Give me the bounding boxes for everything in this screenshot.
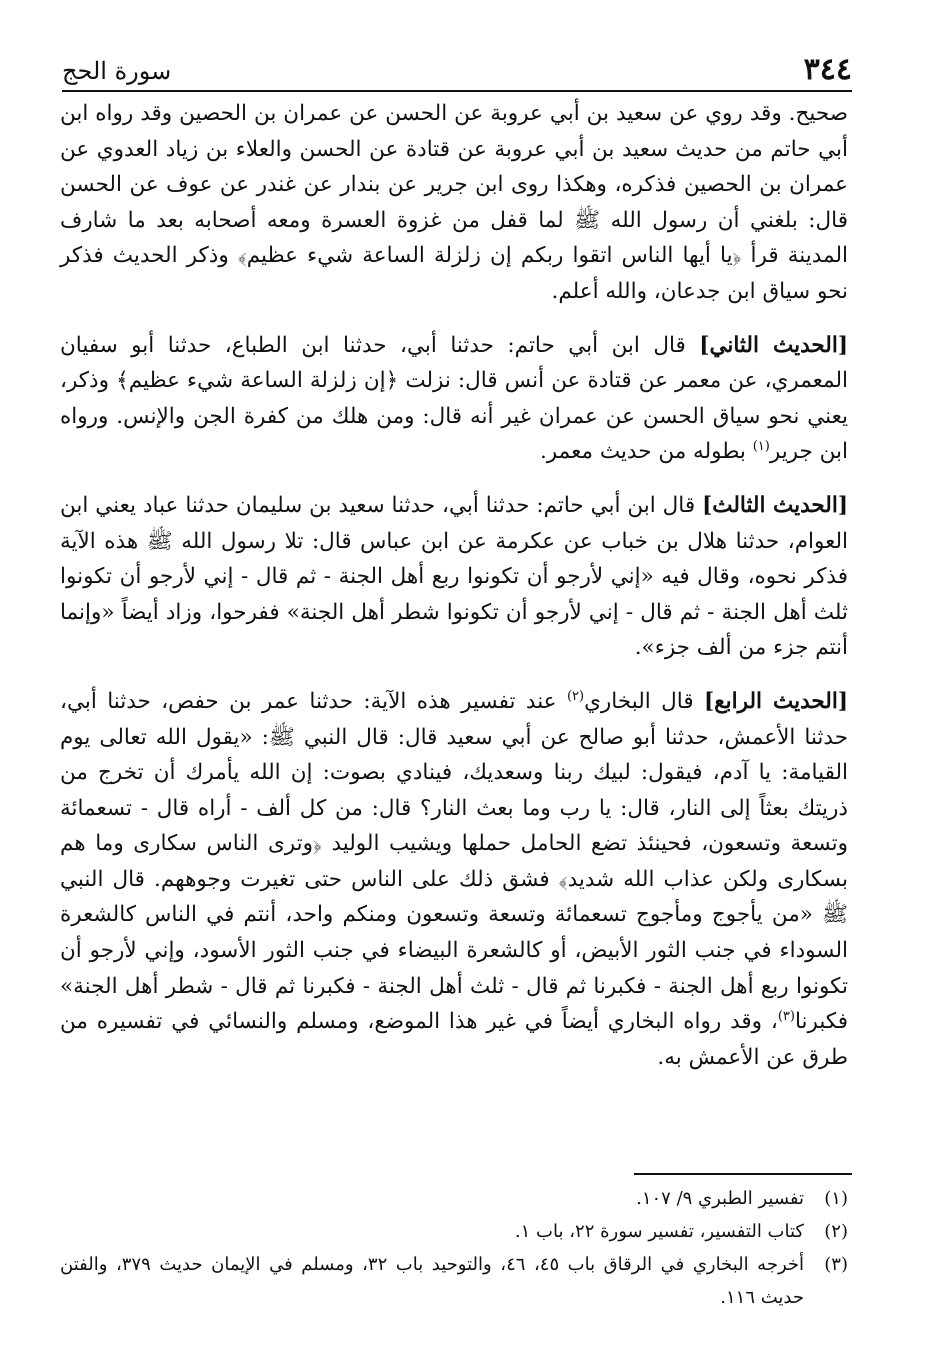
paragraph-text-tail: بطوله من حديث معمر.	[539, 439, 753, 465]
paragraph-text: قال البخاري	[584, 688, 705, 714]
paragraph-text: قال ابن أبي حاتم: حدثنا أبي، حدثنا سعيد بن سليمان حدثنا عباد يعني ابن العوام، حدثنا هلال بن خباب عن عكرمة عن ابن عباس قال: تلا رسول الله ﷺ هذه الآية فذكر نحوه، وقال فيه «إني لأرجو أن تكونوا ربع أهل الجنة - ثم قال - إني لأرجو أن تكونوا ثلث أهل الجنة - ثم قال - إني لأرجو أن تكونوا شطر أهل الجنة» ففرحوا، وزاد أيضاً «وإنما أنتم جزء من ألف جزء».	[60, 492, 848, 661]
paragraph-text: صحيح. وقد روي عن سعيد بن أبي عروبة عن الحسن عن عمران بن الحصين وقد رواه ابن أبي حاتم من حديث سعيد بن أبي عروبة عن قتادة عن الحسن والعلاء بن زياد العدوي عن عمران بن الحصين فذكره، وهكذا روى ابن جرير عن بندار عن غندر عن عوف عن الحسن قال: بلغني أن رسول الله ﷺ لما قفل من غزوة العسرة ومعه أصحابه بعد ما شارف المدينة قرأ ﴿يا أيها الناس اتقوا ربكم إن زلزلة الساعة شيء عظيم﴾ وذكر الحديث فذكر نحو سياق ابن جدعان، والله أعلم.	[60, 101, 848, 304]
paragraph-text: قال ابن أبي حاتم: حدثنا أبي، حدثنا ابن الطباع، حدثنا أبو سفيان المعمري، عن معمر عن قتادة عن أنس قال: نزلت ﴿إن زلزلة الساعة شيء عظيم﴾ وذكر، يعني نحو سياق الحسن عن عمران غير أنه قال: ومن هلك من كفرة الجن والإنس. ورواه ابن جرير	[60, 332, 848, 465]
hadith-heading: [الحديث الثاني]	[699, 332, 848, 358]
surah-title: سورة الحج	[62, 57, 172, 85]
footnote-item	[60, 1215, 848, 1248]
footnote-text: أخرجه البخاري في الرقاق باب ٤٥، ٤٦، والتوحيد باب ٣٢، ومسلم في الإيمان حديث ٣٧٩، والفتن حديث ١١٦.	[60, 1254, 805, 1308]
footnote-number: (٢)	[824, 1221, 848, 1242]
hadith-heading: [الحديث الثالث]	[702, 492, 848, 518]
paragraph-1	[60, 96, 848, 310]
footnote-text: كتاب التفسير، تفسير سورة ٢٢، باب ١.	[514, 1221, 804, 1242]
footnote-marker[interactable]: (٣)	[777, 1009, 795, 1025]
footnote-text: تفسير الطبري ٩/ ١٠٧.	[636, 1188, 804, 1209]
footnote-item	[60, 1248, 848, 1314]
paragraph-text-tail: ، وقد رواه البخاري أيضاً في غير هذا الموضع، ومسلم والنسائي في تفسيره من طرق عن الأعمش به.	[60, 1009, 848, 1070]
paragraph-hadith-4	[60, 684, 848, 1076]
footnote-marker[interactable]: (١)	[752, 439, 770, 455]
footnote-item	[60, 1182, 848, 1215]
footnotes	[60, 1182, 848, 1314]
footnote-divider	[634, 1173, 852, 1175]
hadith-heading: [الحديث الرابع]	[704, 688, 848, 714]
footnote-number: (١)	[824, 1188, 848, 1209]
footnote-marker[interactable]: (٢)	[566, 688, 585, 704]
page-number: ٣٤٤	[803, 52, 852, 87]
footnote-number: (٣)	[824, 1254, 848, 1275]
running-head	[62, 50, 852, 92]
paragraph-text-middle: عند تفسير هذه الآية: حدثنا عمر بن حفص، حدثنا أبي، حدثنا الأعمش، حدثنا أبو صالح عن أبي سعيد قال: قال النبي ﷺ: «يقول الله تعالى يوم القيامة: يا آدم، فيقول: لبيك ربنا وسعديك، فينادي بصوت: إن الله يأمرك أن تخرج من ذريتك بعثاً إلى النار، قال: يا رب وما بعث النار؟ قال: من كل ألف - أراه قال - تسعمائة وتسعة وتسعون، فحينئذ تضع الحامل حملها ويشيب الوليد ﴿وترى الناس سكارى وما هم بسكارى ولكن عذاب الله شديد﴾ فشق ذلك على الناس حتى تغيرت وجوههم. قال النبي ﷺ «من يأجوج ومأجوج تسعمائة وتسعة وتسعون ومنكم واحد، أنتم في الناس كالشعرة السوداء في جنب الثور الأبيض، أو كالشعرة البيضاء في جنب الثور الأسود، وإني لأرجو أن تكونوا ربع أهل الجنة - فكبرنا ثم قال - ثلث أهل الجنة - فكبرنا ثم قال - شطر أهل الجنة» فكبرنا	[60, 688, 848, 1035]
main-text	[60, 96, 848, 1093]
paragraph-hadith-3	[60, 488, 848, 666]
paragraph-hadith-2	[60, 328, 848, 470]
